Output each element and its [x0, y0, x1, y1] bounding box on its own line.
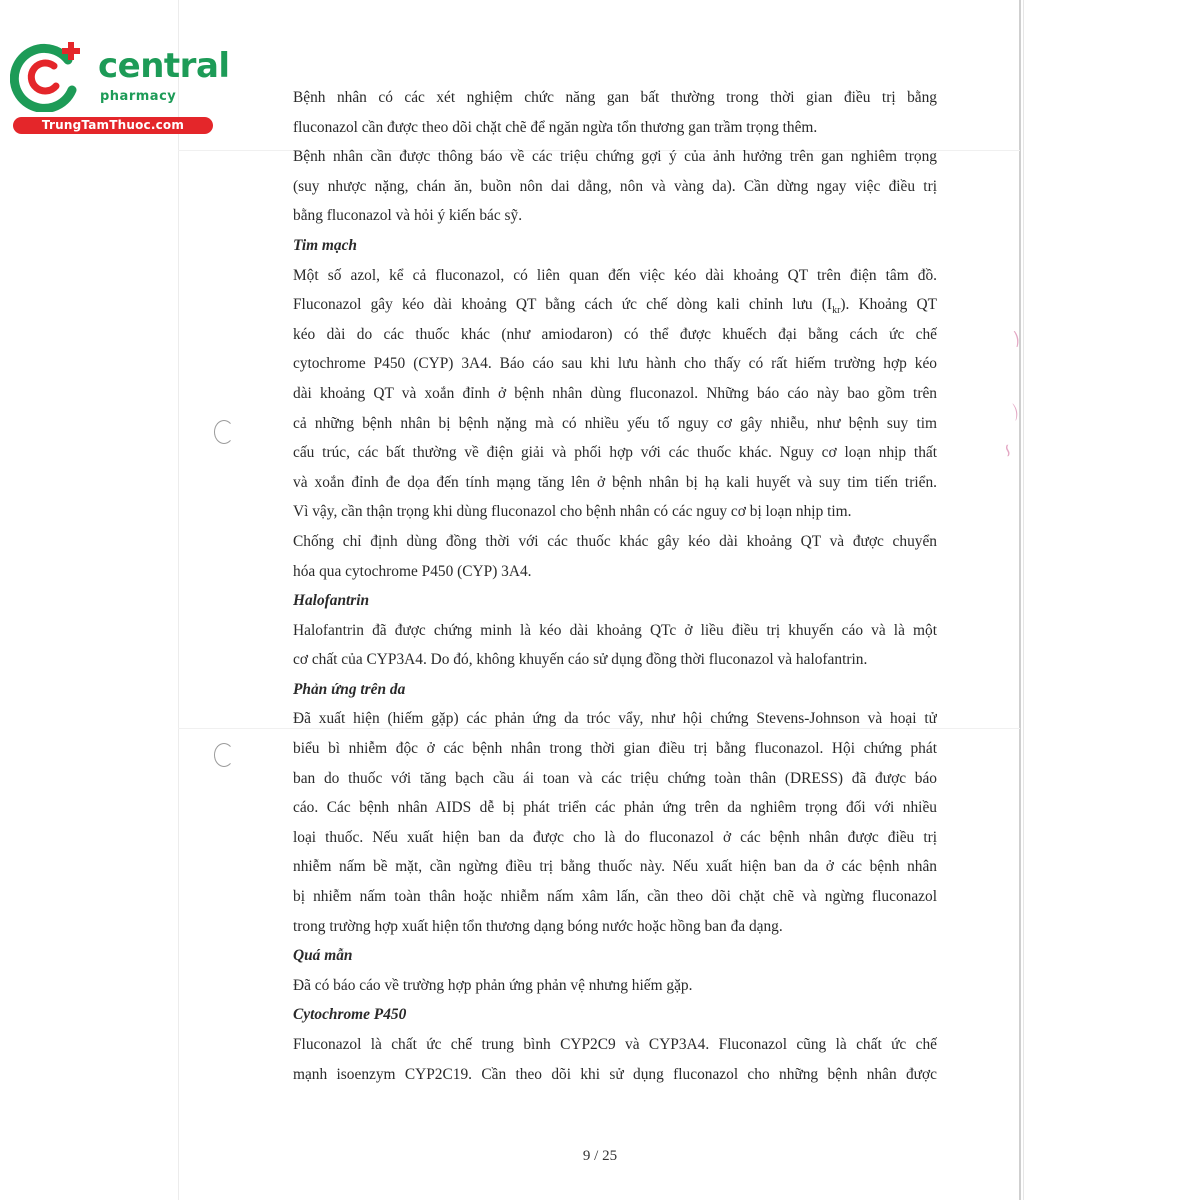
text-line: Một số azol, kể cả fluconazol, có liên quan đến việc kéo dài khoảng QT trên điện tâm đồ. [293, 266, 937, 284]
text-line: Đã có báo cáo về trường hợp phản ứng phản vệ nhưng hiếm gặp. [293, 976, 693, 994]
text-line: kéo dài do các thuốc khác (như amiodaron) có thể được khuếch đại bằng cách ức chế [293, 325, 937, 343]
text-line: fluconazol cần được theo dõi chặt chẽ để ngăn ngừa tổn thương gan trầm trọng thêm. [293, 118, 818, 136]
central-pharmacy-logo[interactable] [10, 38, 230, 138]
text-line: Đã xuất hiện (hiếm gặp) các phản ứng da tróc vẩy, như hội chứng Stevens-Johnson và hoại tử [293, 710, 937, 728]
central-logo-icon [10, 38, 96, 112]
text-line: Vì vậy, cần thận trọng khi dùng fluconazol cho bệnh nhân có các nguy cơ bị loạn nhịp tim. [293, 503, 852, 521]
text-line: Bệnh nhân có các xét nghiệm chức năng gan bất thường trong thời gian điều trị bằng [293, 89, 937, 106]
page-edge-left [178, 0, 179, 1200]
text-line: hóa qua cytochrome P450 (CYP) 3A4. [293, 562, 532, 580]
text-line: (suy nhược nặng, chán ăn, buồn nôn dai dẳng, nôn và vàng da). Cần dừng ngay việc điều trị [293, 177, 937, 195]
section-heading: Cytochrome P450 [293, 1006, 407, 1024]
section-heading: Halofantrin [293, 592, 370, 610]
text-line: Chống chỉ định dùng đồng thời với các thuốc khác gây kéo dài khoảng QT và được chuyển [293, 532, 937, 550]
section-heading: Phản ứng trên da [293, 680, 406, 698]
section-heading: Tim mạch [293, 236, 357, 254]
text-line: bằng fluconazol và hỏi ý kiến bác sỹ. [293, 207, 523, 225]
page-edge-right-shadow [1023, 0, 1024, 1200]
section-heading: Quá mẫn [293, 947, 353, 965]
stamp-mark-icon: ∽ [995, 441, 1020, 460]
text-line: loại thuốc. Nếu xuất hiện ban da được cho là do fluconazol ở các bệnh nhân được điều trị [293, 828, 937, 846]
logo-tagline: pharmacy [100, 89, 177, 104]
text-line: Halofantrin đã được chứng minh là kéo dài khoảng QTc ở liều điều trị khuyến cáo và là một [293, 621, 937, 639]
text-line: cáo. Các bệnh nhân AIDS dễ bị phát triển các phản ứng trên da nghiêm trọng đối với nhiều [293, 799, 937, 817]
text-line: Fluconazol là chất ức chế trung bình CYP2C9 và CYP3A4. Fluconazol cũng là chất ức chế [293, 1036, 937, 1053]
document-body [293, 83, 937, 1089]
text-line: và xoắn đỉnh đe dọa đến tính mạng tăng lên ở bệnh nhân bị hạ kali huyết và suy tim tiến triển. [293, 473, 937, 491]
text-line: biểu bì nhiễm độc ở các bệnh nhân trong thời gian điều trị bằng fluconazol. Hội chứng phát [293, 740, 937, 758]
stamp-mark-icon: ⌒ [995, 402, 1020, 424]
stamp-mark-icon: ⁀ [995, 331, 1019, 350]
text-line: bị nhiễm nấm toàn thân hoặc nhiễm nấm xâm lấn, cần theo dõi chặt chẽ và ngừng fluconazol [293, 888, 937, 906]
text-line: mạnh isoenzym CYP2C19. Cần theo dõi khi sử dụng fluconazol cho những bệnh nhân được [293, 1065, 937, 1083]
text-line: cytochrome P450 (CYP) 3A4. Báo cáo sau khi lưu hành cho thấy có rất hiếm trường hợp kéo [293, 355, 937, 373]
punch-hole-icon [214, 420, 234, 444]
punch-hole-icon [214, 743, 234, 767]
logo-brand-text: central [98, 46, 230, 86]
text-line: ban do thuốc với tăng bạch cầu ái toan và các triệu chứng toàn thân (DRESS) đã được báo [293, 769, 937, 787]
text-line: Bệnh nhân cần được thông báo về các triệu chứng gợi ý của ảnh hưởng trên gan nghiêm trọng [293, 148, 937, 166]
page-number: 9 / 25 [582, 1148, 618, 1164]
text-line: trong trường hợp xuất hiện tổn thương dạng bóng nước hoặc hồng ban đa dạng. [293, 917, 783, 935]
text-line: dài khoảng QT và xoắn đỉnh ở bệnh nhân dùng fluconazol. Những báo cáo này bao gồm trên [293, 384, 937, 402]
logo-website-badge[interactable]: TrungTamThuoc.com [13, 117, 213, 134]
text-line: Fluconazol gây kéo dài khoảng QT bằng cách ức chế dòng kali chỉnh lưu $(I_{kr})$. Khoảng QT [293, 296, 937, 317]
text-line: cấu trúc, các bất thường về điện giải và phối hợp với các thuốc khác. Nguy cơ loạn nhịp thất [293, 444, 937, 462]
text-line: cả những bệnh nhân bị bệnh nặng mà có nhiều yếu tố nguy cơ gây nhiễu, như bệnh suy tim [293, 414, 937, 432]
page-edge-right [1019, 0, 1021, 1200]
text-line: cơ chất của CYP3A4. Do đó, không khuyến cáo sử dụng đồng thời fluconazol và halofantrin. [293, 651, 868, 669]
text-line: nhiễm nấm bề mặt, cần ngừng điều trị bằng thuốc này. Nếu xuất hiện ban da ở các bệnh nhân [293, 858, 937, 876]
